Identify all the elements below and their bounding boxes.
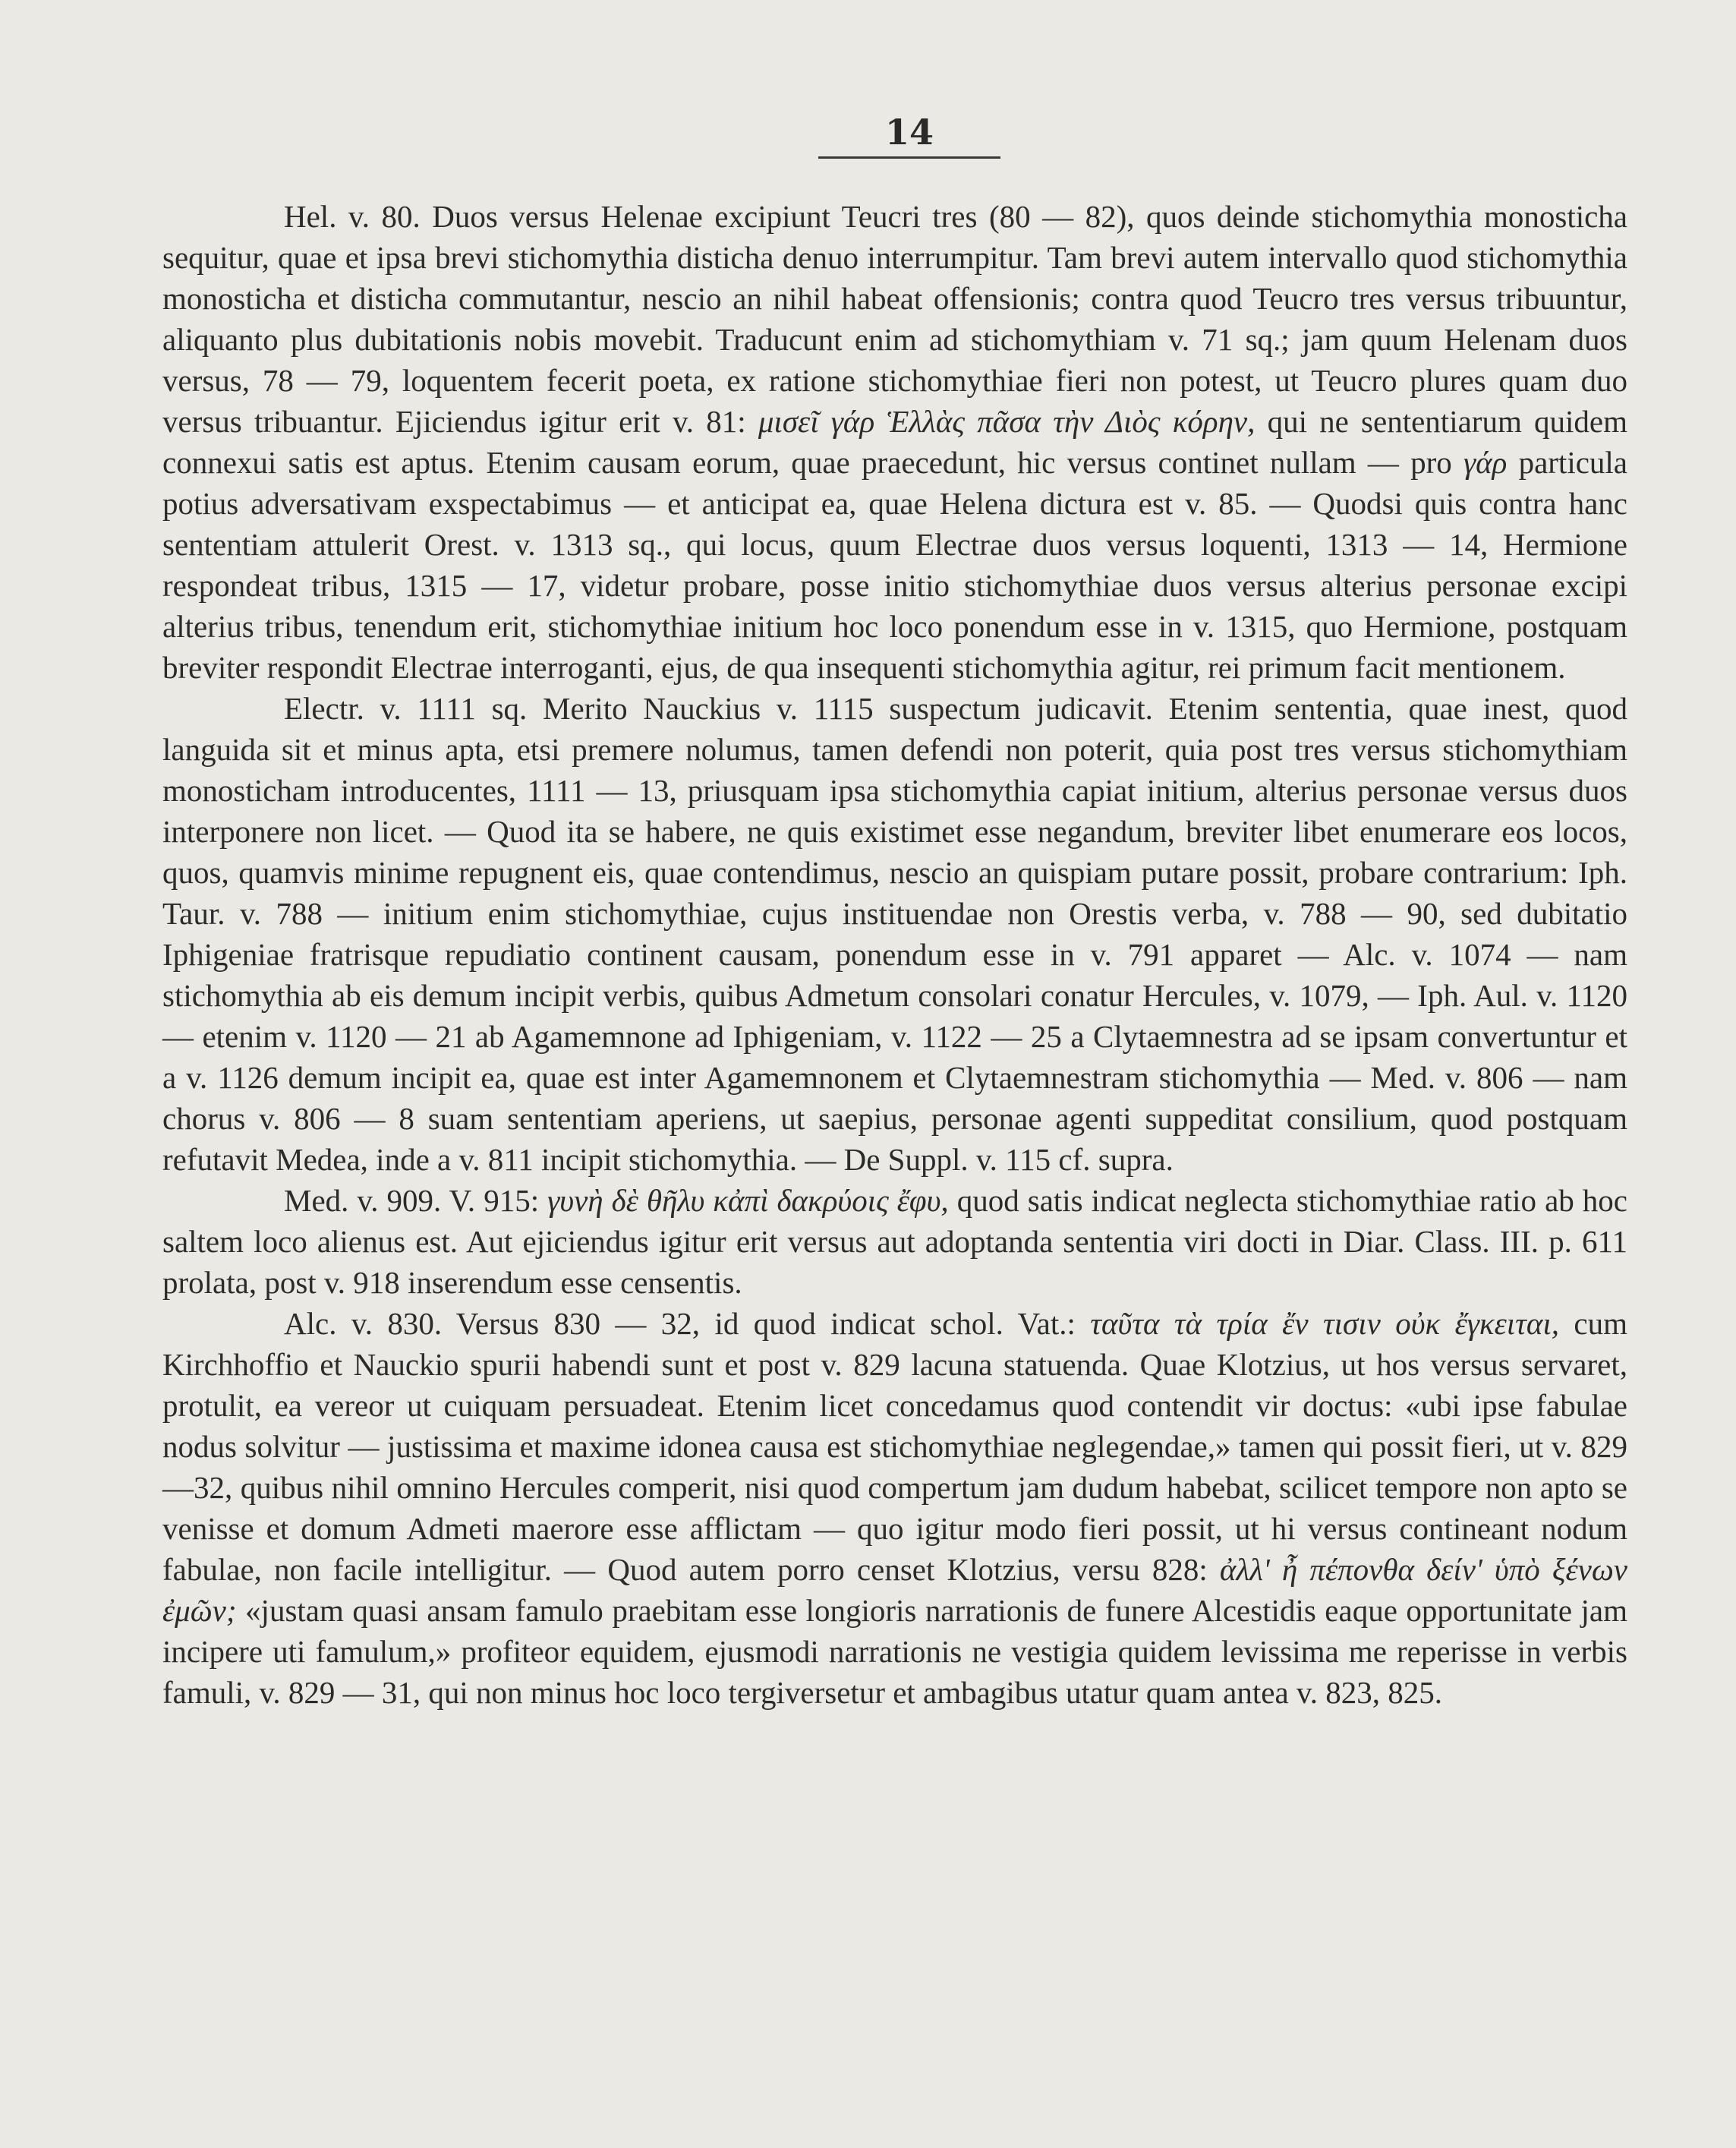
text-segment: Alc. v. 830. Versus 830 — 32, id quod indicat schol. Vat.: <box>284 1306 1091 1341</box>
text-segment: Hel. v. 80. Duos versus Helenae excipiunt Teucri tres (80 — 82), quos deinde stichomythia monosticha sequitur, quae et ipsa brevi stichomythia disticha denuo interrumpitur. Tam brevi autem intervallo quod stichomythia monosticha et disticha commutantur, nescio an nihil habeat offensionis; contra quod Teucro tres versus tribuuntur, aliquanto plus dubitationis nobis movebit. Traducunt enim ad stichomythiam v. 71 sq.; jam quum Helenam duos versus, 78 — 79, loquentem fecerit poeta, ex ratione stichomythiae fieri non potest, ut Teucro plures quam duo versus tribuantur. Ejiciendus igitur erit v. 81: <box>162 199 1627 439</box>
text-segment: «justam quasi ansam famulo praebitam esse longioris narrationis de funere Alcestidis eaque opportunitate jam incipere uti famulum,» profiteor equidem, ejusmodi narrationis ne vestigia quidem levissima me reperisse in verbis famuli, v. 829 — 31, qui non minus hoc loco tergiversetur et ambagibus utatur quam antea v. 823, 825. <box>162 1593 1627 1710</box>
greek-quotation: ταῦτα τὰ τρία ἔν τισιν οὐκ ἔγκειται, <box>1090 1306 1559 1341</box>
greek-quotation: γυνὴ δὲ θῆλυ κἀπὶ δακρύοις ἔφυ, <box>547 1183 949 1218</box>
body-text <box>162 196 1627 1713</box>
page-number-rule <box>818 156 1000 159</box>
paragraph-hel <box>162 196 1627 688</box>
greek-word: γάρ <box>1463 445 1508 480</box>
page-number: 14 <box>884 112 934 153</box>
text-segment: quod satis indicat neglecta stichomythiae ratio ab hoc saltem loco alienus est. Aut ejiciendus igitur erit versus aut adoptanda sententia viri docti in Diar. Class. III. p. 611 prolata, post v. 918 inserendum esse censentis. <box>162 1183 1627 1300</box>
paragraph-electr <box>162 688 1627 1180</box>
text-segment: qui ne sententiarum quidem connexui satis est aptus. Etenim causam eorum, quae praecedunt, hic versus continet nullam — pro <box>162 404 1628 480</box>
paragraph-med <box>162 1180 1627 1303</box>
greek-quotation: μισεῖ γάρ Ἑλλὰς πᾶσα τὴν Διὸς κόρην, <box>758 404 1256 439</box>
text-segment: Electr. v. 1111 sq. Merito Nauckius v. 1115 suspectum judicavit. Etenim sententia, quae inest, quod languida sit et minus apta, etsi premere nolumus, tamen defendi non poterit, quia post tres versus stichomythiam monosticham introducentes, 1111 — 13, priusquam ipsa stichomythia capiat initium, alterius personae versus duos interponere non licet. — Quod ita se habere, ne quis existimet esse negandum, breviter libet enumerare eos locos, quos, quamvis minime repugnent eis, quae contendimus, nescio an quispiam putare possit, probare contrarium: Iph. Taur. v. 788 — initium enim stichomythiae, cujus instituendae non Orestis verba, v. 788 — 90, sed dubitatio Iphigeniae fratrisque repudiatio continent causam, ponendum esse in v. 791 apparet — Alc. v. 1074 — nam stichomythia ab eis demum incipit verbis, quibus Admetum consolari conatur Hercules, v. 1079, — Iph. Aul. v. 1120 — etenim v. 1120 — 21 ab Agamemnone ad Iphigeniam, v. 1122 — 25 a Clytaemnestra ad se ipsam convertuntur et a v. 1126 demum incipit ea, quae est inter Agamemnonem et Clytaemnestram stichomythia — Med. v. 806 — nam chorus v. 806 — 8 suam sententiam aperiens, ut saepius, personae agenti suppeditat consilium, quod postquam refutavit Medea, inde a v. 811 incipit stichomythia. — De Suppl. v. 115 cf. supra. <box>162 691 1627 1177</box>
text-segment: Med. v. 909. V. 915: <box>284 1183 548 1218</box>
greek-quotation: ἀλλ' ἦ πέπονθα δείν' ὑπὸ ξένων ἐμῶν; <box>162 1552 1627 1628</box>
text-segment: cum Kirchhoffio et Nauckio spurii habendi sunt et post v. 829 lacuna statuenda. Quae Klotzius, ut hos versus servaret, protulit, ea vereor ut cuiquam persuadeat. Etenim licet concedamus quod contendit vir doctus: «ubi ipse fabulae nodus solvitur — justissima et maxime idonea causa est stichomythiae neglegendae,» tamen qui possit fieri, ut v. 829—32, quibus nihil omnino Hercules comperit, nisi quod compertum jam dudum habebat, scilicet tempore non apto se venisse et domum Admeti maerore esse afflictam — quo igitur modo fieri possit, ut hi versus contineant nodum fabulae, non facile intelligitur. — Quod autem porro censet Klotzius, versu 828: <box>162 1306 1627 1587</box>
text-segment: particula potius adversativam exspectabimus — et anticipat ea, quae Helena dictura est v. 85. — Quodsi quis contra hanc sententiam attulerit Orest. v. 1313 sq., qui locus, quum Electrae duos versus loquenti, 1313 — 14, Hermione respondeat tribus, 1315 — 17, videtur probare, posse initio stichomythiae duos versus alterius personae excipi alterius tribus, tenendum erit, stichomythiae initium hoc loco ponendum esse in v. 1315, quo Hermione, postquam breviter respondit Electrae interroganti, ejus, de qua insequenti stichomythia agitur, rei primum facit mentionem. <box>162 445 1627 685</box>
paragraph-alc <box>162 1303 1627 1713</box>
